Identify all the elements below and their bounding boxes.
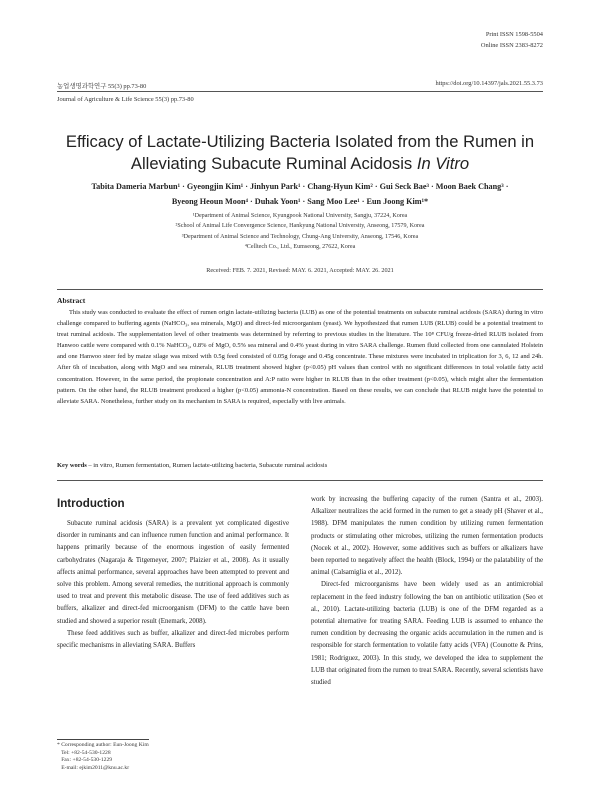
footnote-line-4[interactable]: E-mail: ejkim2011@knu.ac.kr — [57, 764, 130, 771]
abstract-top-rule — [57, 289, 543, 290]
abstract-bottom-rule — [57, 480, 543, 481]
footnote-line-3: Fax: +82-54-530-1229 — [57, 757, 113, 763]
intro-paragraph-2: These feed additives such as buffer, alkalizer and direct-fed microbes perform specific mechanisms in alleviating SARA. Buffers — [57, 629, 289, 650]
intro-paragraph-1: Subacute ruminal acidosis (SARA) is a prevalent yet complicated digestive disorder in ruminants and can influence rumen function and animal performance. It happens primarily because of the enormous ingestion of easily fermented carbohydrates (Nagaraja & Titgemeyer, 2007; Plaizier et al., 2008). As it usually affects animal performance, several approaches have been attempted to prevent and solve this problem. Among several remedies, the nutritional approach is commonly used to treat and prevent this metabolic disease. The use of feed additives such as buffers, alkalizer and direct-fed microorganism (DFM) to the cattle have been studied and showed a superior result (Enemark, 2008). — [57, 520, 289, 625]
author-line-2: Byeong Heoun Moon⁴ · Duhak Yoon¹ · Sang Moo Lee¹ · Eun Joong Kim¹* — [171, 196, 429, 206]
online-issn: Online ISSN 2383-8272 — [480, 41, 543, 49]
intro-paragraph-3: work by increasing the buffering capacity of the rumen (Santra et al., 2003). Alkalizer neutralizes the acid formed in the rumen to get a steady pH (Shaver et al., 1988). DFM manipulates the rumen condition by utilizing rumen fermentation products or stimulating other microbes, utilizing the rumen fermentation products (Nocek et al., 2002). However, some additives such as buffers or alkalizers have been reported to negatively affect the health (Block, 1994) or the palatability of the animal (Calsamiglia et al., 2012). — [311, 496, 543, 577]
paper-title — [57, 131, 543, 175]
keywords — [57, 462, 543, 469]
footnote-line-2: Tel: +82-54-530-1228 — [57, 749, 111, 756]
intro-right-column — [311, 494, 543, 689]
intro-left-column — [57, 518, 289, 652]
received-dates: Received: FEB. 7. 2021, Revised: MAY. 6. 2021, Accepted: MAY. 26. 2021 — [206, 267, 394, 274]
intro-paragraph-4: Direct-fed microorganisms have been widely used as an antimicrobial replacement in the feed industry following the ban on antibiotic utilization (Seo et al., 2010). Lactate-utilizing bacteria (LUB) is one of the DFM regarded as a potential alternative for treating SARA. Feeding LUB is assumed to enhance the rumen condition by decreasing the organic acids accumulation in the rumen and is responsible for starch fermentation to volatile fatty acids (VFA) (Counotte & Prins, 1981; Rodriguez, 2003). In this study, we developed the idea to supplement the LUB that originated from the rumen to treat SARA. Recently, several scientists have studied — [311, 581, 543, 687]
footnote-rule — [57, 739, 149, 740]
footnote-line-1: * Corresponding author: Eun-Joong Kim — [57, 742, 149, 748]
keywords-text: – in vitro, Rumen fermentation, Rumen lactate-utilizing bacteria, Subacute ruminal acidosis — [86, 462, 328, 469]
journal-ref: Journal of Agriculture & Life Science 55(3) pp.73-80 — [57, 96, 194, 103]
doi-link[interactable]: https://doi.org/10.14397/jals.2021.55.3.73 — [435, 80, 543, 87]
print-issn: Print ISSN 1598-5504 — [485, 31, 543, 38]
abstract-text: This study was conducted to evaluate the effect of rumen origin lactate-utilizing bacteria (LUB) as one of the potential treatments on subacute ruminal acidosis (SARA) during in vitro challenge compared to buffering agents (NaHCO₃, sea minerals, MgO) and direct-fed microorganism (yeast). We hypothesized that rumen LUB (RLUB) could be a potential treatment to treat ruminal acidosis. The supplementation level of other treatments was determined by referring to previous studies in the literature. The 10⁸ CFU/g freeze-dried RLUB isolated from Hanwoo cattle were compared with 0.1% NaHCO₃, 0.8% of MgO, 0.5% sea mineral and 0.4% yeast during in vitro SARA challenge. Rumen fluid collected from one cannulated Holstein and one Hanwoo steer fed by maize silage was mixed with 0.5g feed consisted of 0.05g forage and 0.45g concentrate. These mixtures were incubated in triplication for 3, 6, 12 and 24h. After 6h of incubation, along with MgO and sea minerals, RLUB treatment showed higher (p<0.05) pH values than control with no significant differences in total volatile fatty acid concentration. However, in the same period, the propionate concentration and A:P ratio were higher in RLUB than in the other treatment (p<0.05), which might alter the fermentation pattern. On the other hand, the RLUB treatment produced a higher (p<0.05) ammonia-N concentration. Based on these results, we can conclude that RLUB might have the potential to alleviate SARA. Nonetheless, further study on its mechanism in SARA is required, especially with live animals. — [57, 309, 543, 405]
korean-journal-ref: 농업생명과학연구 55(3) pp.73-80 — [57, 83, 147, 90]
author-list — [57, 180, 543, 209]
affiliation-4: ⁴Celltech Co., Ltd., Eumseong, 27622, Korea — [244, 244, 356, 251]
affiliation-2: ²School of Animal Life Convergence Science, Hankyung National University, Anseong, 17579, Korea — [175, 223, 425, 230]
keywords-label: Key words — [57, 462, 87, 469]
author-line-1: Tabita Dameria Marbun¹ · Gyeongjin Kim¹ · Jinhyun Park¹ · Chang-Hyun Kim² · Gui Seck Bae³ · Moon Baek Chang³ · — [91, 182, 509, 191]
affiliation-1: ¹Department of Animal Science, Kyungpook National University, Sangju, 37224, Korea — [192, 213, 408, 219]
title-main: Efficacy of Lactate-Utilizing Bacteria Isolated from the Rumen in Alleviating Subacute Ruminal Acidosis — [65, 132, 535, 173]
introduction-heading: Introduction — [57, 497, 125, 510]
corresponding-author-footnote — [57, 742, 149, 772]
affiliation-3: ³Department of Animal Science and Technology, Chung-Ang University, Anseong, 17546, Korea — [181, 233, 419, 240]
abstract-heading: Abstract — [57, 296, 86, 305]
title-italic: In Vitro — [416, 154, 470, 173]
header-rule — [57, 91, 543, 92]
affiliations — [57, 211, 543, 253]
